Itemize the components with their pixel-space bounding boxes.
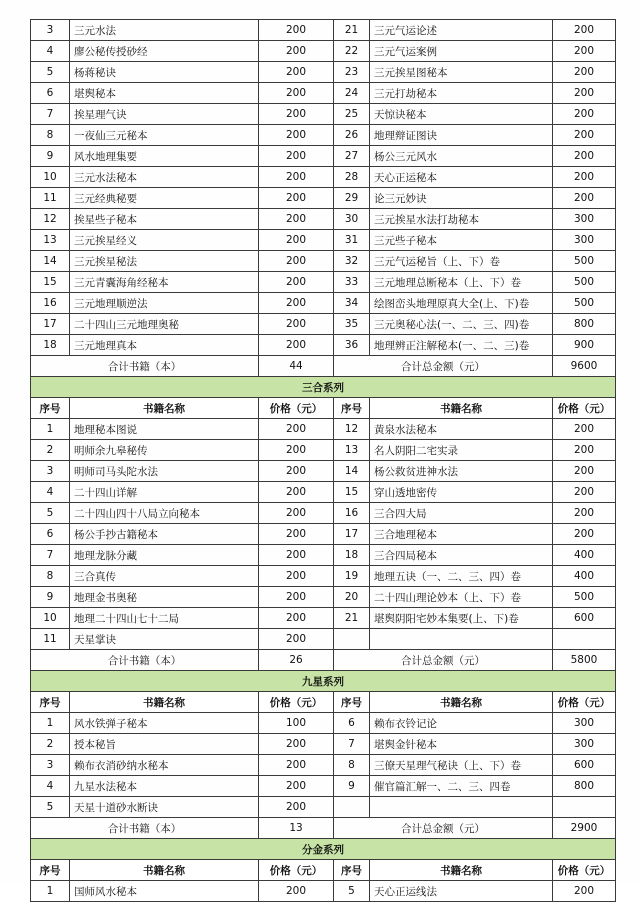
book-price: 200 bbox=[553, 881, 616, 902]
book-no: 3 bbox=[31, 20, 70, 41]
table-row bbox=[31, 272, 616, 293]
book-no: 5 bbox=[334, 881, 370, 902]
book-no: 20 bbox=[334, 587, 370, 608]
table-row bbox=[31, 125, 616, 146]
header-no: 序号 bbox=[334, 860, 370, 881]
book-name: 三元地理真本 bbox=[70, 335, 259, 356]
book-name: 地理二十四山七十二局 bbox=[70, 608, 259, 629]
header-price: 价格（元） bbox=[259, 860, 334, 881]
total-amount-label: 合计总金额（元） bbox=[334, 650, 553, 671]
book-no: 11 bbox=[31, 629, 70, 650]
book-no: 9 bbox=[31, 587, 70, 608]
table-row bbox=[31, 41, 616, 62]
book-price: 500 bbox=[553, 251, 616, 272]
book-price: 200 bbox=[259, 209, 334, 230]
book-price: 200 bbox=[259, 629, 334, 650]
total-row bbox=[31, 650, 616, 671]
book-name: 天心正运线法 bbox=[370, 881, 553, 902]
book-name: 三合四局秘本 bbox=[370, 545, 553, 566]
book-name bbox=[370, 797, 553, 818]
book-price: 300 bbox=[553, 713, 616, 734]
book-price: 200 bbox=[259, 146, 334, 167]
book-price: 200 bbox=[259, 419, 334, 440]
book-no: 22 bbox=[334, 41, 370, 62]
book-name: 天星掌诀 bbox=[70, 629, 259, 650]
table-row bbox=[31, 587, 616, 608]
column-header-row bbox=[31, 398, 616, 419]
book-price: 200 bbox=[259, 440, 334, 461]
header-price: 价格（元） bbox=[259, 398, 334, 419]
book-name: 三元地理总断秘本（上、下）卷 bbox=[370, 272, 553, 293]
table-row bbox=[31, 188, 616, 209]
total-count-value: 13 bbox=[259, 818, 334, 839]
book-no: 1 bbox=[31, 713, 70, 734]
book-price: 200 bbox=[259, 566, 334, 587]
book-name: 三僚天星理气秘诀（上、下）卷 bbox=[370, 755, 553, 776]
book-price: 200 bbox=[259, 125, 334, 146]
book-no: 10 bbox=[31, 608, 70, 629]
book-name: 二十四山理论妙本（上、下）卷 bbox=[370, 587, 553, 608]
book-price: 200 bbox=[259, 776, 334, 797]
book-name: 三元气运案例 bbox=[370, 41, 553, 62]
column-header-row bbox=[31, 860, 616, 881]
book-name: 二十四山详解 bbox=[70, 482, 259, 503]
table-row bbox=[31, 167, 616, 188]
book-price: 400 bbox=[553, 545, 616, 566]
book-no: 6 bbox=[31, 83, 70, 104]
book-price: 200 bbox=[259, 251, 334, 272]
book-no: 17 bbox=[334, 524, 370, 545]
book-no: 17 bbox=[31, 314, 70, 335]
section-title: 三合系列 bbox=[31, 377, 616, 398]
book-price: 200 bbox=[259, 104, 334, 125]
book-name: 杨蒋秘诀 bbox=[70, 62, 259, 83]
header-name: 书籍名称 bbox=[70, 860, 259, 881]
header-price: 价格（元） bbox=[553, 692, 616, 713]
book-price: 200 bbox=[259, 755, 334, 776]
book-no: 35 bbox=[334, 314, 370, 335]
book-no: 4 bbox=[31, 41, 70, 62]
book-no: 1 bbox=[31, 881, 70, 902]
book-no: 5 bbox=[31, 503, 70, 524]
section-title-row bbox=[31, 377, 616, 398]
book-name: 杨公三元风水 bbox=[370, 146, 553, 167]
book-name: 三合真传 bbox=[70, 566, 259, 587]
book-price: 200 bbox=[259, 314, 334, 335]
book-name: 三元些子秘本 bbox=[370, 230, 553, 251]
book-name: 三元水法 bbox=[70, 20, 259, 41]
book-no: 3 bbox=[31, 461, 70, 482]
book-name: 地理辩证图诀 bbox=[370, 125, 553, 146]
total-count-label: 合计书籍（本） bbox=[31, 818, 259, 839]
book-price: 200 bbox=[259, 482, 334, 503]
book-no: 15 bbox=[31, 272, 70, 293]
book-name: 授本秘旨 bbox=[70, 734, 259, 755]
total-count-value: 26 bbox=[259, 650, 334, 671]
table-row bbox=[31, 440, 616, 461]
section-title: 分金系列 bbox=[31, 839, 616, 860]
book-name: 挨星些子秘本 bbox=[70, 209, 259, 230]
book-no: 32 bbox=[334, 251, 370, 272]
book-no: 12 bbox=[334, 419, 370, 440]
book-name: 黄泉水法秘本 bbox=[370, 419, 553, 440]
book-name: 挨星理气诀 bbox=[70, 104, 259, 125]
column-header-row bbox=[31, 692, 616, 713]
book-price: 600 bbox=[553, 755, 616, 776]
header-price: 价格（元） bbox=[553, 860, 616, 881]
book-price: 200 bbox=[553, 440, 616, 461]
book-price: 200 bbox=[259, 461, 334, 482]
book-name: 堪舆阴阳宅妙本集要(上、下)卷 bbox=[370, 608, 553, 629]
book-name: 论三元妙诀 bbox=[370, 188, 553, 209]
book-no: 9 bbox=[31, 146, 70, 167]
book-price bbox=[553, 629, 616, 650]
header-no: 序号 bbox=[334, 398, 370, 419]
book-price: 200 bbox=[553, 524, 616, 545]
book-name: 堪舆秘本 bbox=[70, 83, 259, 104]
book-no: 4 bbox=[31, 482, 70, 503]
table-row bbox=[31, 503, 616, 524]
book-price: 200 bbox=[259, 188, 334, 209]
book-no: 3 bbox=[31, 755, 70, 776]
table-row bbox=[31, 797, 616, 818]
header-no: 序号 bbox=[31, 398, 70, 419]
book-no: 4 bbox=[31, 776, 70, 797]
book-no: 25 bbox=[334, 104, 370, 125]
book-price: 200 bbox=[259, 734, 334, 755]
book-name: 堪舆金针秘本 bbox=[370, 734, 553, 755]
book-name: 地理金书奥秘 bbox=[70, 587, 259, 608]
book-name: 三元挨星秘法 bbox=[70, 251, 259, 272]
table-row bbox=[31, 482, 616, 503]
book-no: 5 bbox=[31, 797, 70, 818]
book-price: 500 bbox=[553, 272, 616, 293]
header-price: 价格（元） bbox=[553, 398, 616, 419]
book-name: 风水地理集要 bbox=[70, 146, 259, 167]
table-row bbox=[31, 293, 616, 314]
total-amount-value: 2900 bbox=[553, 818, 616, 839]
book-name: 三元经典秘要 bbox=[70, 188, 259, 209]
book-table bbox=[30, 19, 616, 902]
book-name: 天星十道砂水断诀 bbox=[70, 797, 259, 818]
book-price: 200 bbox=[259, 293, 334, 314]
table-row bbox=[31, 314, 616, 335]
book-price: 200 bbox=[259, 167, 334, 188]
book-no: 15 bbox=[334, 482, 370, 503]
book-name: 催官篇汇解一、二、三、四卷 bbox=[370, 776, 553, 797]
table-row bbox=[31, 755, 616, 776]
book-name: 天心正运秘本 bbox=[370, 167, 553, 188]
total-amount-label: 合计总金额（元） bbox=[334, 818, 553, 839]
book-name: 地理秘本图说 bbox=[70, 419, 259, 440]
book-name: 明师司马头陀水法 bbox=[70, 461, 259, 482]
book-name: 三元水法秘本 bbox=[70, 167, 259, 188]
book-price: 800 bbox=[553, 314, 616, 335]
book-name: 地理龙脉分藏 bbox=[70, 545, 259, 566]
book-no: 24 bbox=[334, 83, 370, 104]
book-price: 200 bbox=[259, 881, 334, 902]
book-no: 8 bbox=[334, 755, 370, 776]
table-row bbox=[31, 209, 616, 230]
table-row bbox=[31, 776, 616, 797]
book-no: 8 bbox=[31, 125, 70, 146]
book-price: 200 bbox=[259, 524, 334, 545]
book-price-list bbox=[30, 19, 615, 902]
book-price: 200 bbox=[259, 545, 334, 566]
table-row bbox=[31, 419, 616, 440]
book-price: 200 bbox=[259, 83, 334, 104]
book-no: 29 bbox=[334, 188, 370, 209]
table-row bbox=[31, 20, 616, 41]
book-name bbox=[370, 629, 553, 650]
total-count-label: 合计书籍（本） bbox=[31, 650, 259, 671]
book-price: 200 bbox=[553, 41, 616, 62]
book-no: 13 bbox=[334, 440, 370, 461]
book-no: 31 bbox=[334, 230, 370, 251]
book-name: 名人阴阳二宅实录 bbox=[370, 440, 553, 461]
book-no: 21 bbox=[334, 20, 370, 41]
book-price: 200 bbox=[553, 167, 616, 188]
book-no: 18 bbox=[334, 545, 370, 566]
book-price: 900 bbox=[553, 335, 616, 356]
header-no: 序号 bbox=[31, 692, 70, 713]
book-no: 7 bbox=[31, 104, 70, 125]
book-no: 26 bbox=[334, 125, 370, 146]
table-row bbox=[31, 104, 616, 125]
book-price: 200 bbox=[553, 503, 616, 524]
book-no: 19 bbox=[334, 566, 370, 587]
table-row bbox=[31, 545, 616, 566]
book-price: 200 bbox=[259, 230, 334, 251]
book-no: 8 bbox=[31, 566, 70, 587]
total-row bbox=[31, 818, 616, 839]
book-name: 国师风水秘本 bbox=[70, 881, 259, 902]
header-price: 价格（元） bbox=[259, 692, 334, 713]
table-row bbox=[31, 566, 616, 587]
book-price: 500 bbox=[553, 293, 616, 314]
book-price: 200 bbox=[259, 608, 334, 629]
book-name: 绘图峦头地理原真大全(上、下)卷 bbox=[370, 293, 553, 314]
section-title: 九星系列 bbox=[31, 671, 616, 692]
book-name: 三元挨星水法打劫秘本 bbox=[370, 209, 553, 230]
book-price: 100 bbox=[259, 713, 334, 734]
section-title-row bbox=[31, 839, 616, 860]
book-price: 600 bbox=[553, 608, 616, 629]
book-price: 200 bbox=[553, 146, 616, 167]
book-no: 2 bbox=[31, 440, 70, 461]
book-no: 23 bbox=[334, 62, 370, 83]
book-name: 三元青囊海角经秘本 bbox=[70, 272, 259, 293]
book-name: 三元奥秘心法(一、二、三、四)卷 bbox=[370, 314, 553, 335]
book-no: 16 bbox=[31, 293, 70, 314]
total-amount-value: 5800 bbox=[553, 650, 616, 671]
book-name: 三合四大局 bbox=[370, 503, 553, 524]
book-price: 200 bbox=[259, 272, 334, 293]
book-no: 9 bbox=[334, 776, 370, 797]
total-amount-label: 合计总金额（元） bbox=[334, 356, 553, 377]
header-name: 书籍名称 bbox=[370, 692, 553, 713]
section-title-row bbox=[31, 671, 616, 692]
table-row bbox=[31, 629, 616, 650]
book-no: 36 bbox=[334, 335, 370, 356]
book-no: 6 bbox=[334, 713, 370, 734]
book-name: 赖布衣消砂纳水秘本 bbox=[70, 755, 259, 776]
book-price: 200 bbox=[553, 62, 616, 83]
book-name: 天惊诀秘本 bbox=[370, 104, 553, 125]
book-name: 三元打劫秘本 bbox=[370, 83, 553, 104]
book-price: 200 bbox=[553, 482, 616, 503]
total-row bbox=[31, 356, 616, 377]
book-price: 300 bbox=[553, 209, 616, 230]
book-no: 2 bbox=[31, 734, 70, 755]
book-no: 1 bbox=[31, 419, 70, 440]
book-no bbox=[334, 797, 370, 818]
book-name: 九星水法秘本 bbox=[70, 776, 259, 797]
table-row bbox=[31, 62, 616, 83]
book-price: 500 bbox=[553, 587, 616, 608]
book-no: 33 bbox=[334, 272, 370, 293]
book-no: 7 bbox=[31, 545, 70, 566]
header-name: 书籍名称 bbox=[70, 692, 259, 713]
book-no: 18 bbox=[31, 335, 70, 356]
book-price: 200 bbox=[259, 62, 334, 83]
book-price: 300 bbox=[553, 230, 616, 251]
book-name: 三元挨星图秘本 bbox=[370, 62, 553, 83]
book-no: 16 bbox=[334, 503, 370, 524]
book-price: 300 bbox=[553, 734, 616, 755]
book-price: 200 bbox=[553, 461, 616, 482]
book-price: 200 bbox=[259, 20, 334, 41]
book-price: 200 bbox=[259, 797, 334, 818]
book-no bbox=[334, 629, 370, 650]
book-no: 34 bbox=[334, 293, 370, 314]
book-no: 5 bbox=[31, 62, 70, 83]
table-row bbox=[31, 251, 616, 272]
book-no: 27 bbox=[334, 146, 370, 167]
book-no: 28 bbox=[334, 167, 370, 188]
book-name: 二十四山三元地理奥秘 bbox=[70, 314, 259, 335]
total-amount-value: 9600 bbox=[553, 356, 616, 377]
book-price: 200 bbox=[553, 419, 616, 440]
book-no: 21 bbox=[334, 608, 370, 629]
book-price: 200 bbox=[259, 335, 334, 356]
book-no: 30 bbox=[334, 209, 370, 230]
book-no: 7 bbox=[334, 734, 370, 755]
table-row bbox=[31, 230, 616, 251]
book-name: 地理辨正注解秘本(一、二、三)卷 bbox=[370, 335, 553, 356]
book-name: 穿山透地密传 bbox=[370, 482, 553, 503]
book-price: 200 bbox=[553, 188, 616, 209]
book-price: 200 bbox=[259, 587, 334, 608]
total-count-value: 44 bbox=[259, 356, 334, 377]
header-name: 书籍名称 bbox=[70, 398, 259, 419]
book-name: 三元气运秘旨（上、下）卷 bbox=[370, 251, 553, 272]
book-name: 三合地理秘本 bbox=[370, 524, 553, 545]
table-row bbox=[31, 146, 616, 167]
book-price: 200 bbox=[553, 125, 616, 146]
total-count-label: 合计书籍（本） bbox=[31, 356, 259, 377]
table-row bbox=[31, 83, 616, 104]
book-name: 三元挨星经义 bbox=[70, 230, 259, 251]
header-name: 书籍名称 bbox=[370, 398, 553, 419]
book-price bbox=[553, 797, 616, 818]
book-name: 风水铁弹子秘本 bbox=[70, 713, 259, 734]
table-row bbox=[31, 335, 616, 356]
book-name: 三元地理顺逆法 bbox=[70, 293, 259, 314]
table-row bbox=[31, 461, 616, 482]
table-row bbox=[31, 734, 616, 755]
table-row bbox=[31, 524, 616, 545]
header-no: 序号 bbox=[334, 692, 370, 713]
book-name: 赖布衣铃记论 bbox=[370, 713, 553, 734]
book-name: 杨公救贫进神水法 bbox=[370, 461, 553, 482]
book-price: 200 bbox=[259, 41, 334, 62]
book-name: 廖公秘传授砂经 bbox=[70, 41, 259, 62]
book-price: 200 bbox=[553, 20, 616, 41]
book-name: 地理五诀（一、二、三、四）卷 bbox=[370, 566, 553, 587]
header-name: 书籍名称 bbox=[370, 860, 553, 881]
book-name: 杨公手抄古籍秘本 bbox=[70, 524, 259, 545]
book-name: 二十四山四十八局立向秘本 bbox=[70, 503, 259, 524]
book-price: 400 bbox=[553, 566, 616, 587]
header-no: 序号 bbox=[31, 860, 70, 881]
book-price: 200 bbox=[259, 503, 334, 524]
book-no: 14 bbox=[31, 251, 70, 272]
book-no: 10 bbox=[31, 167, 70, 188]
book-no: 11 bbox=[31, 188, 70, 209]
book-no: 12 bbox=[31, 209, 70, 230]
book-price: 200 bbox=[553, 83, 616, 104]
book-no: 13 bbox=[31, 230, 70, 251]
book-no: 14 bbox=[334, 461, 370, 482]
book-name: 一夜仙三元秘本 bbox=[70, 125, 259, 146]
table-row bbox=[31, 713, 616, 734]
book-no: 6 bbox=[31, 524, 70, 545]
book-name: 明师余九皋秘传 bbox=[70, 440, 259, 461]
book-price: 800 bbox=[553, 776, 616, 797]
table-row bbox=[31, 608, 616, 629]
book-name: 三元气运论述 bbox=[370, 20, 553, 41]
book-price: 200 bbox=[553, 104, 616, 125]
